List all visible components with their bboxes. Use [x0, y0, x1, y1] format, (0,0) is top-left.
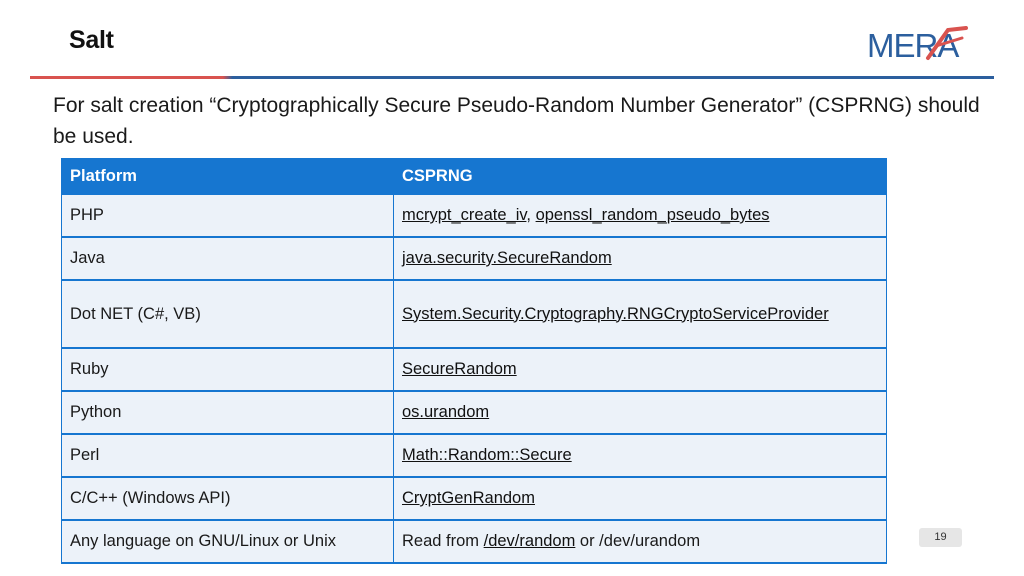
csprng-cell: [394, 434, 887, 477]
table-row: [62, 194, 887, 237]
csprng-link[interactable]: Math::Random::Secure: [402, 446, 572, 464]
mera-logo: [866, 24, 970, 64]
csprng-cell: [394, 237, 887, 280]
csprng-link[interactable]: mcrypt_create_iv: [402, 206, 527, 224]
table-body: [62, 194, 887, 563]
slide-title: Salt: [69, 26, 114, 54]
platform-cell: Dot NET (C#, VB): [62, 280, 394, 348]
csprng-cell: [394, 391, 887, 434]
csprng-text: Read from: [402, 532, 484, 550]
csprng-link[interactable]: openssl_random_pseudo_bytes: [535, 206, 770, 224]
platform-cell: C/C++ (Windows API): [62, 477, 394, 520]
table-row: [62, 477, 887, 520]
csprng-cell: [394, 477, 887, 520]
table-row: [62, 520, 887, 563]
csprng-cell: [394, 520, 887, 563]
platform-cell: Python: [62, 391, 394, 434]
csprng-cell: [394, 348, 887, 391]
header-csprng: CSPRNG: [394, 159, 887, 195]
csprng-link[interactable]: CryptGenRandom: [402, 489, 535, 507]
csprng-link[interactable]: /dev/random: [483, 532, 576, 550]
csprng-link[interactable]: SecureRandom: [402, 360, 517, 378]
intro-text: For salt creation “Cryptographically Secure Pseudo-Random Number Generator” (CSPRNG) should be used.: [53, 94, 980, 148]
platform-cell: PHP: [62, 194, 394, 237]
csprng-text: or /dev/urandom: [575, 532, 701, 550]
page-number: 19: [919, 528, 962, 547]
csprng-link[interactable]: System.Security.Cryptography.RNGCryptoServiceProvider: [402, 304, 829, 323]
csprng-table: [61, 158, 887, 564]
platform-cell: Ruby: [62, 348, 394, 391]
table-row: [62, 348, 887, 391]
table-row: [62, 391, 887, 434]
platform-cell: Java: [62, 237, 394, 280]
table-header-row: [62, 159, 887, 195]
platform-cell: Perl: [62, 434, 394, 477]
header-divider: [30, 76, 994, 79]
csprng-link[interactable]: os.urandom: [402, 403, 490, 421]
csprng-cell: [394, 280, 887, 348]
csprng-cell: [394, 194, 887, 237]
svg-text:MERA: MERA: [867, 27, 959, 64]
csprng-link[interactable]: java.security.SecureRandom: [402, 249, 612, 267]
header-platform: Platform: [62, 159, 394, 195]
table-row: [62, 434, 887, 477]
platform-cell: Any language on GNU/Linux or Unix: [62, 520, 394, 563]
csprng-text: ,: [526, 206, 536, 224]
table-row: [62, 237, 887, 280]
table-row: [62, 280, 887, 348]
